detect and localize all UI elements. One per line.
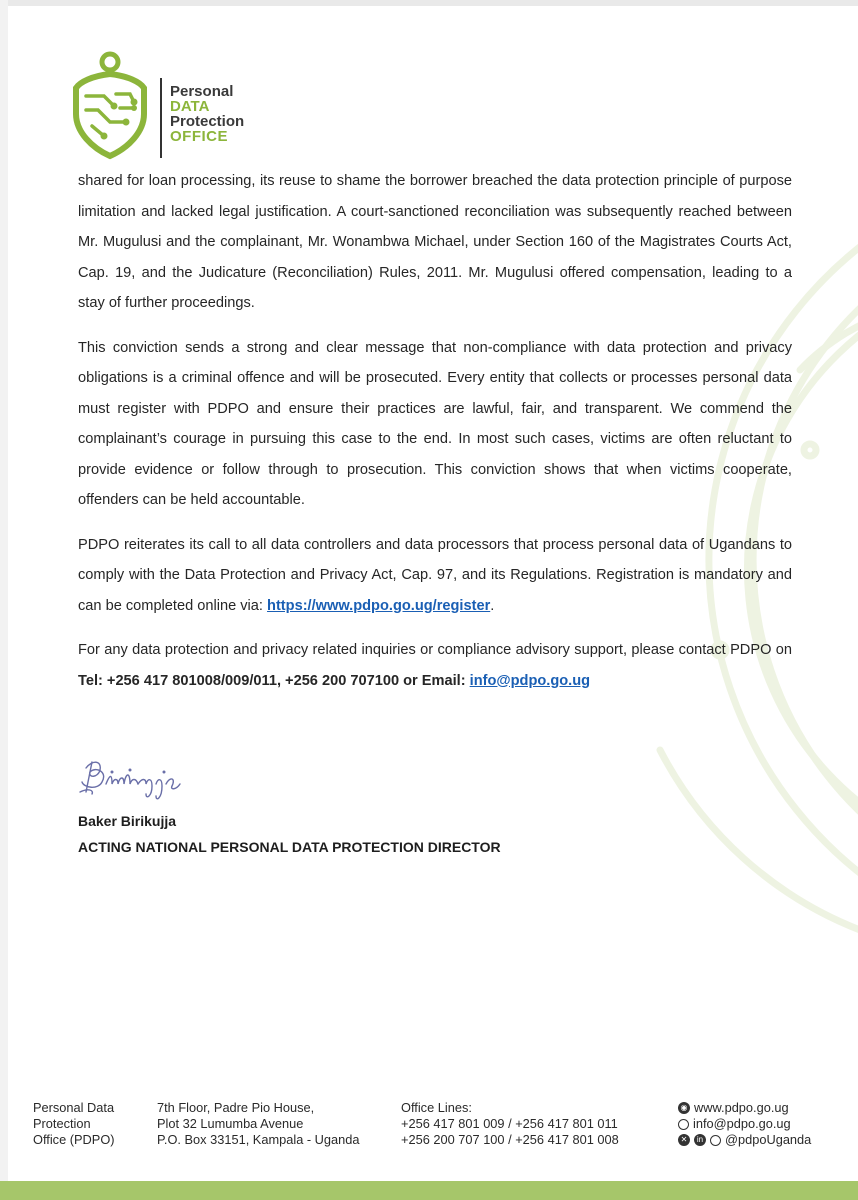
signatory-block bbox=[78, 808, 501, 860]
footer-social-row[interactable] bbox=[678, 1132, 811, 1148]
contact-text: For any data protection and privacy related inquiries or compliance advisory support, please contact PDPO on bbox=[78, 642, 792, 658]
footer-web: www.pdpo.go.ug bbox=[694, 1100, 789, 1115]
letter-body bbox=[78, 166, 792, 710]
footer-online bbox=[678, 1100, 811, 1148]
footer-address-line: Plot 32 Lumumba Avenue bbox=[157, 1116, 304, 1131]
paragraph-contact bbox=[78, 635, 792, 696]
footer-organization bbox=[33, 1100, 115, 1148]
email-icon bbox=[678, 1119, 689, 1130]
letterhead-footer bbox=[0, 1086, 858, 1182]
logo-wordmark bbox=[170, 84, 244, 144]
logo-line-protection: Protection bbox=[170, 113, 245, 130]
paragraph-conviction-message: This conviction sends a strong and clear message that non-compliance with data protection and privacy obligations is a criminal offence and will be prosecuted. Every entity that collects or processes personal data must register with PDPO and ensure their practices are lawful, fair, and transparent. We commend the complainant’s courage in pursuing this case to the end. In most such cases, victims are often reluctant to provide evidence or follow through to prosecution. This conviction shows that when victims cooperate, offenders can be held accountable. bbox=[78, 339, 792, 508]
x-icon: ✕ bbox=[678, 1134, 690, 1146]
signatory-name: Baker Birikujja bbox=[78, 813, 177, 829]
footer-org-line: Office (PDPO) bbox=[33, 1132, 115, 1147]
logo-line-personal: Personal bbox=[170, 83, 234, 100]
footer-address-line: 7th Floor, Padre Pio House, bbox=[157, 1100, 315, 1115]
registration-period: . bbox=[490, 597, 495, 614]
contact-email-link[interactable]: info@pdpo.go.ug bbox=[469, 672, 591, 689]
pdpo-logo bbox=[70, 48, 300, 163]
footer-org-line: Personal Data bbox=[33, 1100, 115, 1115]
footer-phone-line: +256 417 801 009 / +256 417 801 011 bbox=[401, 1116, 618, 1131]
footer-email-row[interactable] bbox=[678, 1116, 811, 1132]
handwritten-signature bbox=[72, 748, 202, 808]
paragraph-reconciliation: shared for loan processing, its reuse to shame the borrower breached the data protection principle of purpose limitation and lacked legal justification. A court-sanctioned reconciliation was subsequently reached between Mr. Mugulusi and the complainant, Mr. Wonambwa Michael, under Section 160 of the Magistrates Courts Act, Cap. 19, and the Judicature (Reconciliation) Rules, 2011. Mr. Mugulusi offered compensation, leading to a stay of further proceedings. bbox=[78, 173, 792, 311]
paragraph-registration bbox=[78, 530, 792, 622]
register-link[interactable]: https://www.pdpo.go.ug/register bbox=[267, 597, 491, 614]
registration-text: PDPO reiterates its call to all data controllers and data processors that process personal data of Ugandans to comply with the Data Protection and Privacy Act, Cap. 97, and its Regulations. Registration is mandatory and can be completed online via: bbox=[78, 536, 792, 614]
shield-logo-icon bbox=[70, 48, 150, 160]
footer-social-handle: @pdpoUganda bbox=[725, 1132, 812, 1147]
page-left-edge bbox=[0, 0, 8, 1200]
signatory-title: ACTING NATIONAL PERSONAL DATA PROTECTION DIRECTOR bbox=[78, 839, 501, 855]
logo-line-data: DATA bbox=[170, 98, 210, 115]
footer-lines-label: Office Lines: bbox=[401, 1100, 472, 1115]
footer-email: info@pdpo.go.ug bbox=[693, 1116, 791, 1131]
footer-org-line: Protection bbox=[33, 1116, 91, 1131]
footer-green-bar bbox=[0, 1181, 858, 1200]
footer-address bbox=[157, 1100, 360, 1148]
footer-address-line: P.O. Box 33151, Kampala - Uganda bbox=[157, 1132, 360, 1147]
contact-phone: Tel: +256 417 801008/009/011, +256 200 707100 or Email: bbox=[78, 672, 470, 689]
footer-phone-line: +256 200 707 100 / +256 417 801 008 bbox=[401, 1132, 619, 1147]
footer-office-lines bbox=[401, 1100, 619, 1148]
page-top-edge bbox=[0, 0, 858, 6]
logo-divider bbox=[160, 78, 162, 158]
globe-icon: ◉ bbox=[678, 1102, 690, 1114]
linkedin-icon: in bbox=[694, 1134, 706, 1146]
instagram-icon bbox=[710, 1135, 721, 1146]
logo-line-office: OFFICE bbox=[170, 128, 228, 145]
footer-web-row[interactable] bbox=[678, 1100, 811, 1116]
